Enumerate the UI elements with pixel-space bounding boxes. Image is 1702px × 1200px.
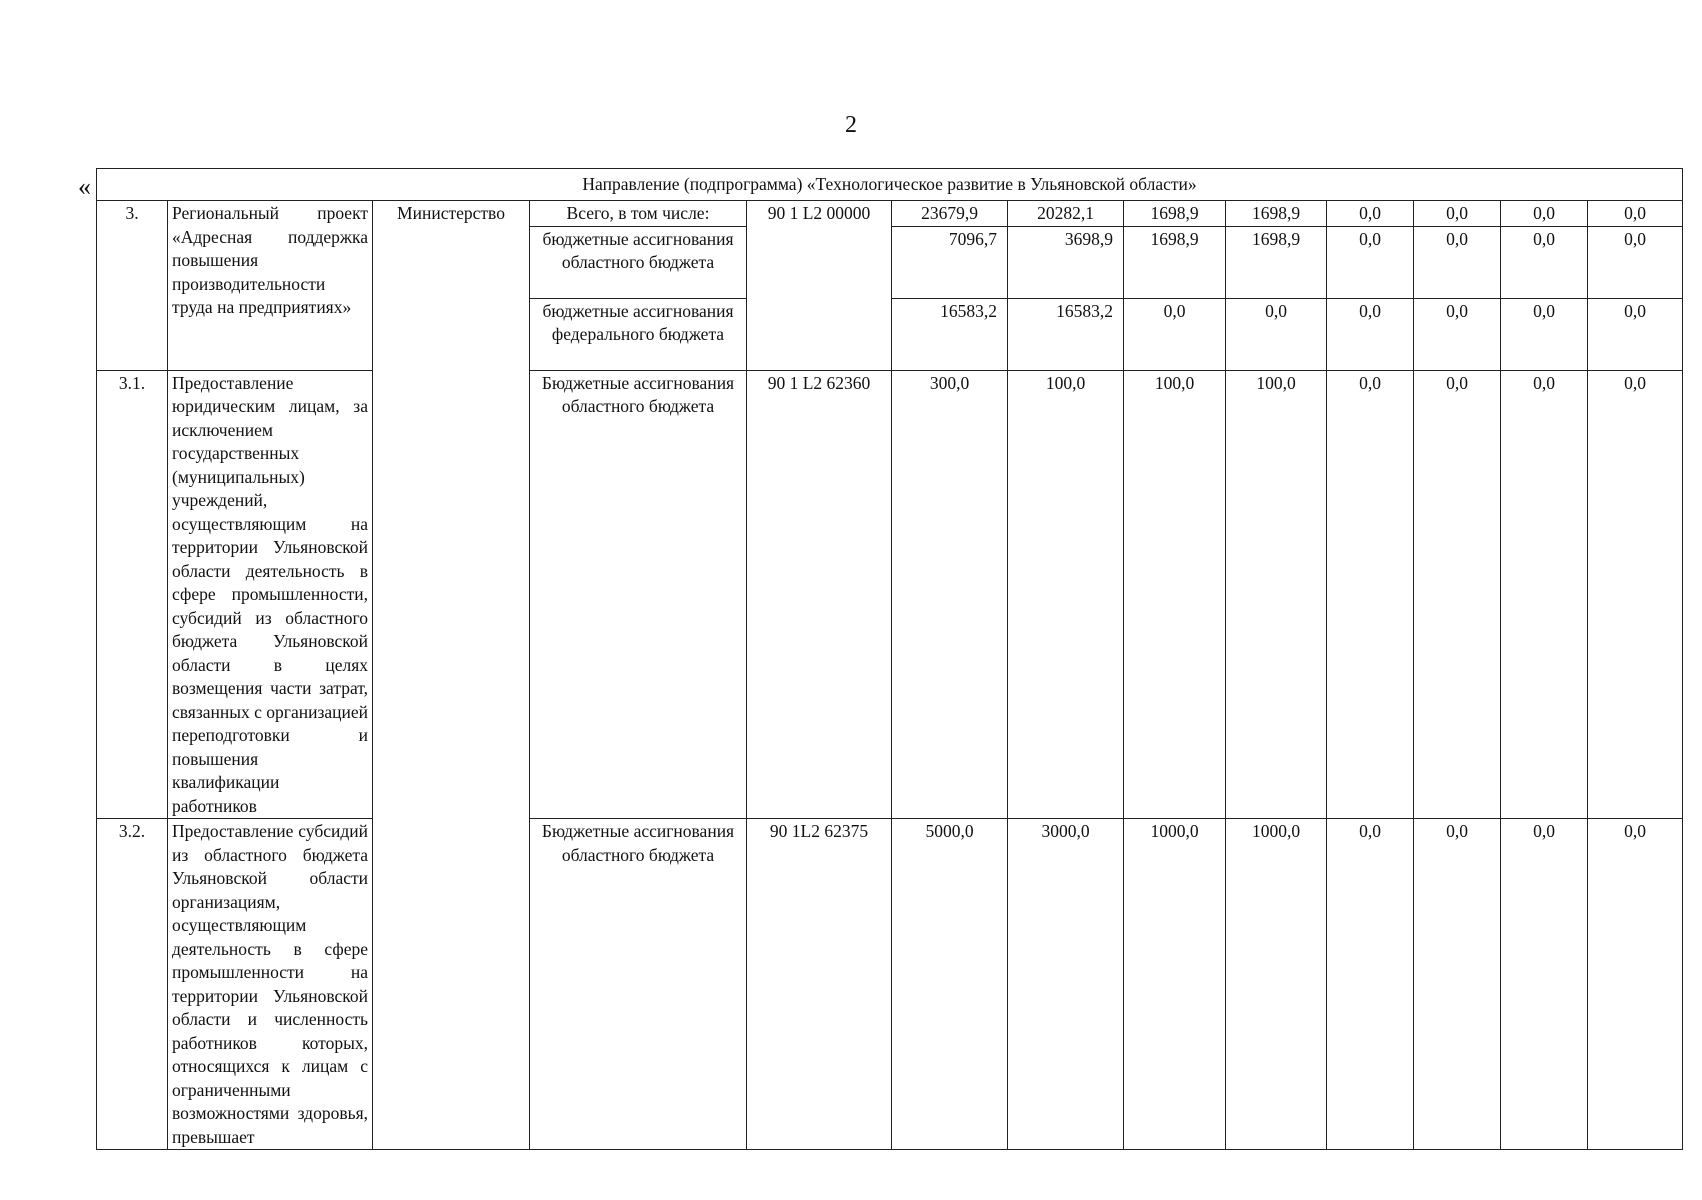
row-index: 3. bbox=[97, 201, 168, 371]
value-cell: 100,0 bbox=[1008, 370, 1124, 819]
value-cell: 3000,0 bbox=[1008, 819, 1124, 1150]
funding-source: Всего, в том числе: bbox=[530, 201, 747, 227]
value-cell: 3698,9 bbox=[1008, 226, 1124, 298]
executor-cell-empty bbox=[373, 370, 530, 819]
funding-source: бюджетные ассигнования федерального бюджета bbox=[530, 298, 747, 370]
row-index: 3.2. bbox=[97, 819, 168, 1150]
value-cell: 1698,9 bbox=[1226, 201, 1327, 227]
value-cell: 0,0 bbox=[1414, 226, 1501, 298]
value-cell: 1000,0 bbox=[1124, 819, 1226, 1150]
value-cell: 0,0 bbox=[1414, 819, 1501, 1150]
value-cell: 0,0 bbox=[1414, 370, 1501, 819]
budget-code: 90 1 L2 00000 bbox=[747, 201, 892, 371]
value-cell: 16583,2 bbox=[1008, 298, 1124, 370]
value-cell: 300,0 bbox=[892, 370, 1008, 819]
value-cell: 0,0 bbox=[1588, 201, 1683, 227]
value-cell: 0,0 bbox=[1588, 298, 1683, 370]
row-index: 3.1. bbox=[97, 370, 168, 819]
value-cell: 1698,9 bbox=[1124, 201, 1226, 227]
budget-code: 90 1 L2 62360 bbox=[747, 370, 892, 819]
value-cell: 0,0 bbox=[1501, 201, 1588, 227]
executor-cell-empty bbox=[373, 819, 530, 1150]
row-description: Предоставление субсидий из областного бюджета Ульяновской области организациям, осуществляющим деятельность в сфере промышленности на территории Ульяновской области и численность работников которых, относящихся к лицам с ограниченными возможностями здоровья, превышает bbox=[168, 819, 373, 1150]
value-cell: 0,0 bbox=[1501, 370, 1588, 819]
value-cell: 0,0 bbox=[1327, 819, 1414, 1150]
row-description: Региональный проект «Адресная поддержка повышения производительности труда на предприятиях» bbox=[168, 201, 373, 371]
value-cell: 1698,9 bbox=[1226, 226, 1327, 298]
value-cell: 1698,9 bbox=[1124, 226, 1226, 298]
subprogram-title: Направление (подпрограмма) «Технологическое развитие в Ульяновской области» bbox=[97, 169, 1683, 201]
value-cell: 7096,7 bbox=[892, 226, 1008, 298]
row-description: Предоставление юридическим лицам, за исключением государственных (муниципальных) учреждений, осуществляющим на территории Ульяновской области деятельность в сфере промышленности, субсидий из областного бюджета Ульяновской области в целях возмещения части затрат, связанных с организацией переподготовки и повышения квалификации работников bbox=[168, 370, 373, 819]
value-cell: 0,0 bbox=[1327, 370, 1414, 819]
value-cell: 0,0 bbox=[1501, 226, 1588, 298]
budget-table bbox=[96, 168, 1683, 1150]
budget-code: 90 1L2 62375 bbox=[747, 819, 892, 1150]
opening-quote-mark: « bbox=[78, 172, 91, 201]
executor-cell: Министерство bbox=[373, 201, 530, 371]
value-cell: 0,0 bbox=[1327, 226, 1414, 298]
value-cell: 0,0 bbox=[1327, 201, 1414, 227]
value-cell: 0,0 bbox=[1226, 298, 1327, 370]
value-cell: 1000,0 bbox=[1226, 819, 1327, 1150]
value-cell: 0,0 bbox=[1501, 298, 1588, 370]
value-cell: 0,0 bbox=[1414, 298, 1501, 370]
value-cell: 100,0 bbox=[1124, 370, 1226, 819]
page-number: 2 bbox=[845, 112, 857, 138]
value-cell: 0,0 bbox=[1414, 201, 1501, 227]
value-cell: 0,0 bbox=[1501, 819, 1588, 1150]
value-cell: 0,0 bbox=[1588, 819, 1683, 1150]
value-cell: 20282,1 bbox=[1008, 201, 1124, 227]
table-row bbox=[97, 370, 1683, 819]
funding-source: Бюджетные ассигнования областного бюджета bbox=[530, 819, 747, 1150]
table-row bbox=[97, 201, 1683, 227]
subprogram-header-row bbox=[97, 169, 1683, 201]
value-cell: 0,0 bbox=[1588, 226, 1683, 298]
value-cell: 0,0 bbox=[1588, 370, 1683, 819]
value-cell: 0,0 bbox=[1124, 298, 1226, 370]
table-row bbox=[97, 819, 1683, 1150]
funding-source: Бюджетные ассигнования областного бюджета bbox=[530, 370, 747, 819]
funding-source: бюджетные ассигнования областного бюджета bbox=[530, 226, 747, 298]
value-cell: 23679,9 bbox=[892, 201, 1008, 227]
value-cell: 16583,2 bbox=[892, 298, 1008, 370]
value-cell: 0,0 bbox=[1327, 298, 1414, 370]
value-cell: 5000,0 bbox=[892, 819, 1008, 1150]
value-cell: 100,0 bbox=[1226, 370, 1327, 819]
